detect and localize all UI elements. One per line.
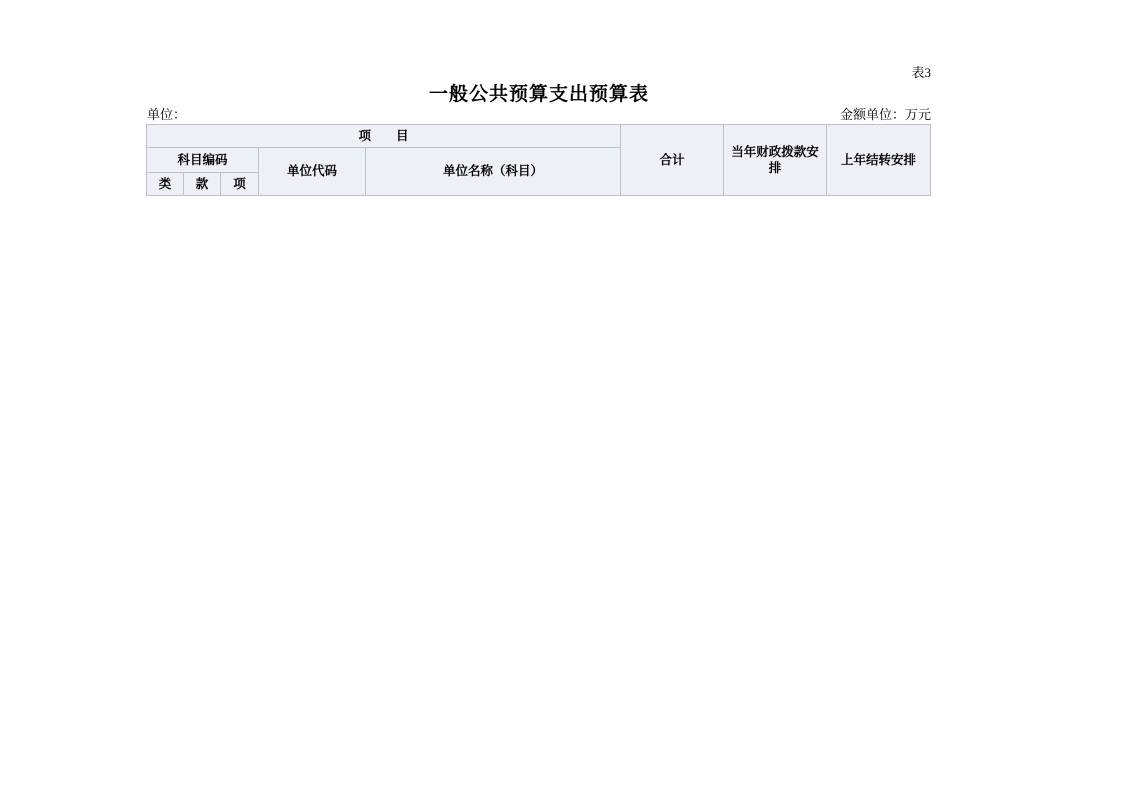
header-section: 款 (184, 173, 221, 196)
unit-label: 单位： (147, 107, 187, 122)
header-row-item-group (147, 125, 931, 148)
amount-unit-label: 金额单位：万元 (839, 107, 931, 122)
header-unit-name: 单位名称（科目） (366, 148, 621, 196)
header-carryover: 上年结转安排 (827, 125, 931, 196)
page-title: 一般公共预算支出预算表 (428, 84, 649, 105)
budget-table (146, 124, 931, 196)
header-subject-code-group: 科目编码 (147, 148, 259, 173)
header-current-year-allocation: 当年财政拨款安排 (724, 125, 827, 196)
meta-row (147, 104, 931, 123)
header-item: 项 (221, 173, 259, 196)
header-item-group: 项 目 (147, 125, 621, 148)
header-unit-code: 单位代码 (259, 148, 366, 196)
sheet-number-label: 表3 (911, 65, 931, 80)
header-class: 类 (147, 173, 184, 196)
header-total: 合计 (621, 125, 724, 196)
